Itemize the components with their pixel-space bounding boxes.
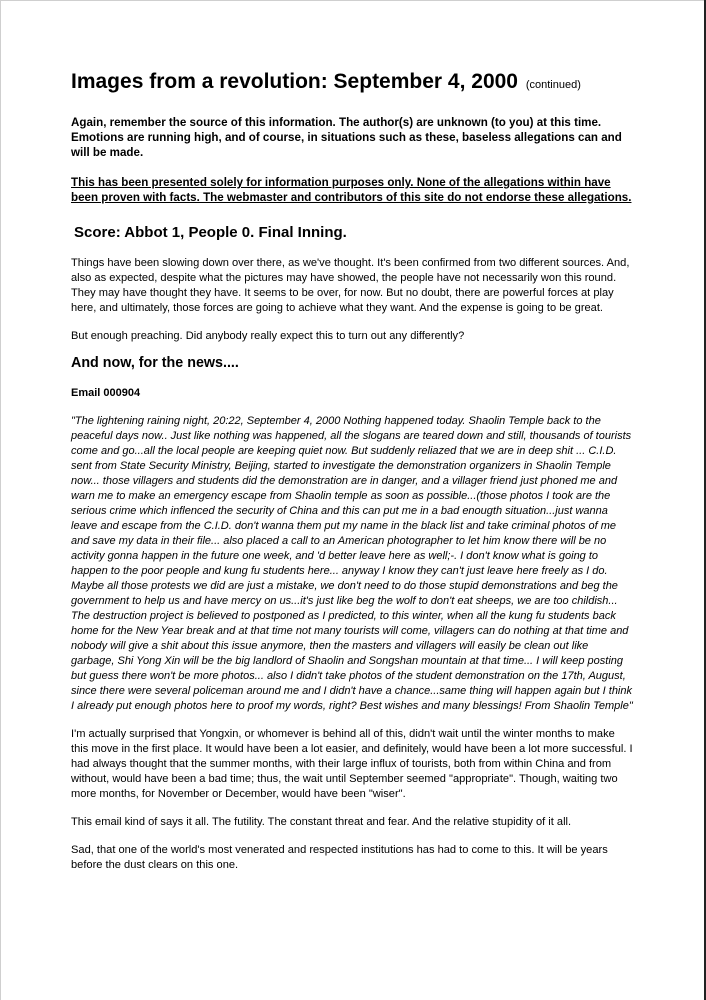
score-heading: Score: Abbot 1, People 0. Final Inning. [74, 224, 347, 241]
closing-paragraph-1: I'm actually surprised that Yongxin, or whomever is behind all of this, didn't wait until the winter months to make this move in the first place. It would have been a lot easier, and definitely, would have been a lot more successful. I had always thought that the summer months, with their large influx of tourists, both from within China and from without, would have been a bad time; thus, the wait until September seemed "appropriate". Though, waiting two more months, for November or December, would have been "wiser". [71, 728, 633, 800]
email-quote: "The lightening raining night, 20:22, September 4, 2000 Nothing happened today. Shaolin Temple back to the peaceful days now.. Just like nothing was happened, all the slogans are teared down and still, thousands of tourists come and go...all the local people are keeping quiet now. But suddenly reliazed that we are in deep shit ... C.I.D. sent from State Security Ministry, Beijing, started to investigate the demonstration organizers in Shaolin Temple now... those villagers and students did the demonstration are in danger, and a villager friend just phoned me and warn me to make an emergency escape from Shaolin temple as soon as possible...(those photos I took are the serious crime which inflenced the security of China and this can put me in a bad enougth situation...just wanna leave and escape from the C.I.D. don't wanna them put my name in the black list and take criminal photos of me and save my data in their file... also placed a call to an American photographer to let him know there will be no activity gonna happen in the future one week, and 'd better leave here as well;-. I don't know what is going to happen to the poor people and kung fu students here... anyway I know they can't just leave here freely as I do. Maybe all those protests we did are just a mistake, we don't need to do those stupid demonstrations and beg the government to help us and have mercy on us...it's just like beg the wolf to don't eat sheeps, we are too childish... The destruction project is believed to postponed as I predicted, to this winter, when all the kung fu students back home for the New Year break and at that time not many tourists will come, villagers can do nothing at that time and nobody will give a shit about this issue anymore, then the masters and villagers will easily be clean out like garbage, Shi Yong Xin will be the big landlord of Shaolin and Songshan mountain at that time... I will keep posting but guess there won't be more photos... also I didn't take photos of the student demonstration on the 17th, August, since there were several policeman around me and I didn't have a chance...same thing will happen again but I think I already put enough photos here to proof my words, right? Best wishes and many blessings! From Shaolin Temple" [71, 415, 633, 712]
document-page [71, 68, 633, 873]
page-border-top [0, 0, 704, 1]
intro-paragraph-1: Things have been slowing down over there, as we've thought. It's been confirmed from two different sources. And, also as expected, despite what the pictures may have showed, the people have not necessarily won this round. They may have thought they have. It seems to be over, for now. But no doubt, there are powerful forces at play here, and ultimately, those forces are going to achieve what they want. And the expense is going to be great. [71, 257, 630, 314]
title-continued-note: (continued) [525, 79, 581, 91]
page-title [71, 68, 633, 99]
information-disclaimer: This has been presented solely for information purposes only. None of the allegations within have been proven with facts. The webmaster and contributors of this site do not endorse these allegations. [71, 176, 632, 204]
source-disclaimer: Again, remember the source of this information. The author(s) are unknown (to you) at this time. Emotions are running high, and of course, in situations such as these, baseless allegations can and will be made. [71, 116, 622, 159]
news-heading: And now, for the news.... [71, 355, 239, 371]
email-id-heading: Email 000904 [71, 387, 141, 399]
closing-paragraph-3: Sad, that one of the world's most venerated and respected institutions has had to come to this. It will be years before the dust clears on this one. [71, 844, 608, 871]
page-title-text: Images from a revolution: September 4, 2000 [71, 70, 518, 93]
intro-paragraph-2: But enough preaching. Did anybody really expect this to turn out any differently? [71, 330, 465, 342]
closing-paragraph-2: This email kind of says it all. The futility. The constant threat and fear. And the relative stupidity of it all. [71, 816, 572, 828]
page-border-left [0, 0, 1, 1000]
